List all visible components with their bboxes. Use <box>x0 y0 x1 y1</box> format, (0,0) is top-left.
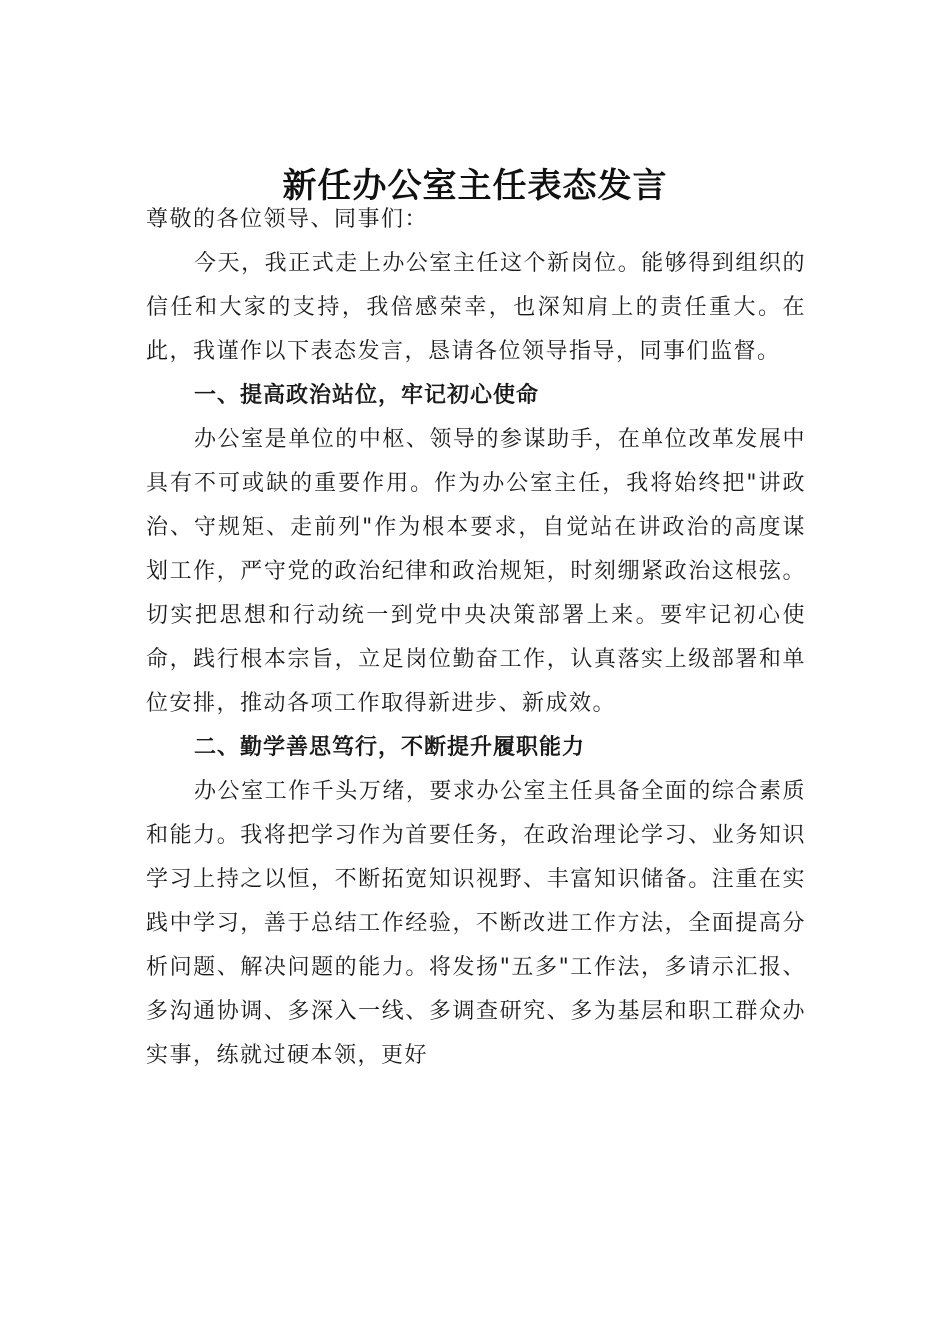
document-title: 新任办公室主任表态发言 <box>282 166 668 206</box>
section-paragraph-2: 办公室工作千头万绪，要求办公室主任具备全面的综合素质和能力。我将把学习作为首要任务，在政治理论学习、业务知识学习上持之以恒，不断拓宽知识视野、丰富知识储备。注重在实践中学习，善于总结工作经验，不断改进工作方法，全面提高分析问题、解决问题的能力。将发扬"五多"工作法，多请示汇报、多沟通协调、多深入一线、多调查研究、多为基层和职工群众办实事，练就过硬本领，更好 <box>146 779 806 1068</box>
document-body <box>146 198 806 1078</box>
salutation: 尊敬的各位领导、同事们： <box>146 207 429 232</box>
section-heading-2: 二、勤学善思笃行，不断提升履职能力 <box>194 735 586 760</box>
section-paragraph-1: 办公室是单位的中枢、领导的参谋助手，在单位改革发展中具有不可或缺的重要作用。作为办公室主任，我将始终把"讲政治、守规矩、走前列"作为根本要求，自觉站在讲政治的高度谋划工作，严守党的政治纪律和政治规矩，时刻绷紧政治这根弦。切实把思想和行动统一到党中央决策部署上来。要牢记初心使命，践行根本宗旨，立足岗位勤奋工作，认真落实上级部署和单位安排，推动各项工作取得新进步、新成效。 <box>146 427 806 716</box>
intro-paragraph: 今天，我正式走上办公室主任这个新岗位。能够得到组织的信任和大家的支持，我倍感荣幸，也深知肩上的责任重大。在此，我谨作以下表态发言，恳请各位领导指导，同事们监督。 <box>146 251 806 364</box>
section-heading-1: 一、提高政治站位，牢记初心使命 <box>194 383 540 408</box>
